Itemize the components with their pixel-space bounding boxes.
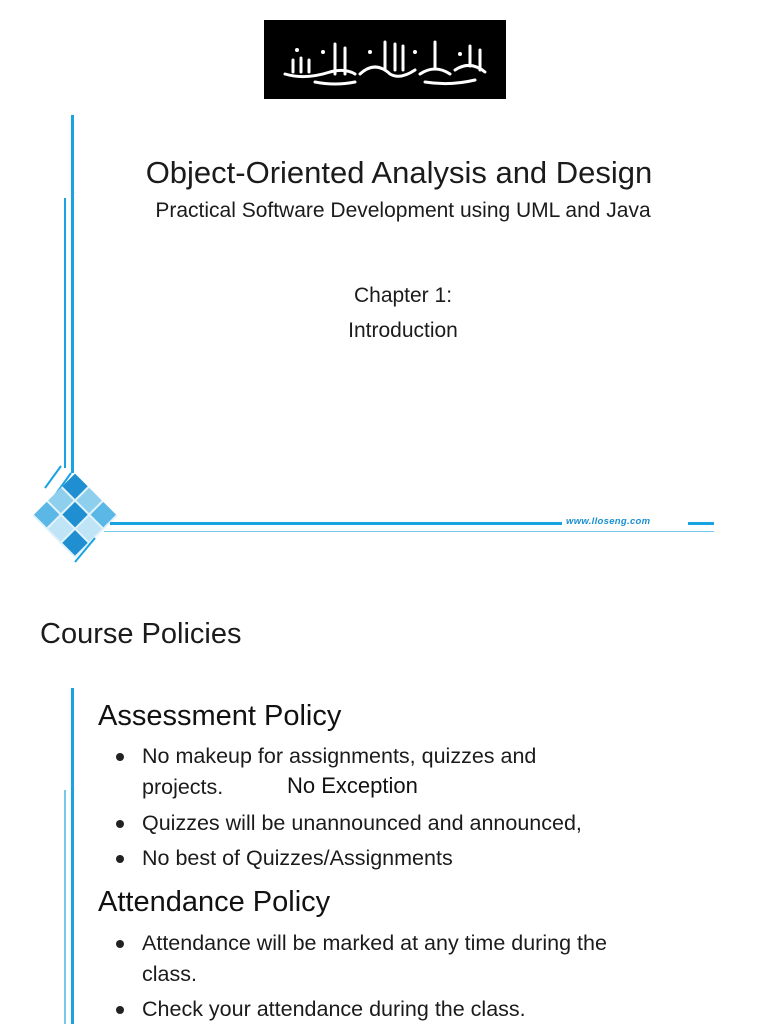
attendance-bullet-1-line-1: Attendance will be marked at any time during the bbox=[142, 931, 607, 955]
attendance-bullet-2: Check your attendance during the class. bbox=[142, 997, 526, 1021]
slide1-bottom-line-thin bbox=[104, 531, 714, 532]
calligraphy-art bbox=[275, 30, 495, 90]
no-exception-label: No Exception bbox=[287, 773, 418, 798]
chapter-label: Chapter 1: bbox=[353, 284, 453, 307]
attendance-heading: Attendance Policy bbox=[98, 886, 331, 918]
calligraphy-banner-icon bbox=[264, 20, 506, 99]
slide-subtitle: Practical Software Development using UML and Java bbox=[155, 199, 651, 222]
slide2-left-line-inner bbox=[64, 790, 66, 1024]
assessment-bullet-1-line-2: projects. bbox=[142, 775, 224, 799]
bullet-dot bbox=[116, 820, 124, 828]
slide-title: Object-Oriented Analysis and Design bbox=[145, 155, 653, 190]
assessment-bullet-3: No best of Quizzes/Assignments bbox=[142, 846, 453, 870]
assessment-bullet-1-line-1: No makeup for assignments, quizzes and bbox=[142, 744, 537, 768]
assessment-heading: Assessment Policy bbox=[98, 700, 342, 732]
slide1-bottom-line-short bbox=[688, 522, 714, 525]
bullet-dot bbox=[116, 753, 124, 761]
site-url: www.lloseng.com bbox=[566, 516, 651, 527]
slide2-left-line bbox=[71, 688, 74, 1024]
course-policies-title: Course Policies bbox=[40, 618, 242, 650]
bullet-dot bbox=[116, 940, 124, 948]
assessment-bullet-2: Quizzes will be unannounced and announced, bbox=[142, 811, 582, 835]
diamond-logo-icon bbox=[25, 458, 125, 568]
attendance-bullet-1-line-2: class. bbox=[142, 962, 197, 986]
chapter-name: Introduction bbox=[348, 319, 458, 342]
slide1-bottom-line bbox=[110, 522, 562, 525]
bullet-dot bbox=[116, 855, 124, 863]
bullet-dot bbox=[116, 1006, 124, 1014]
